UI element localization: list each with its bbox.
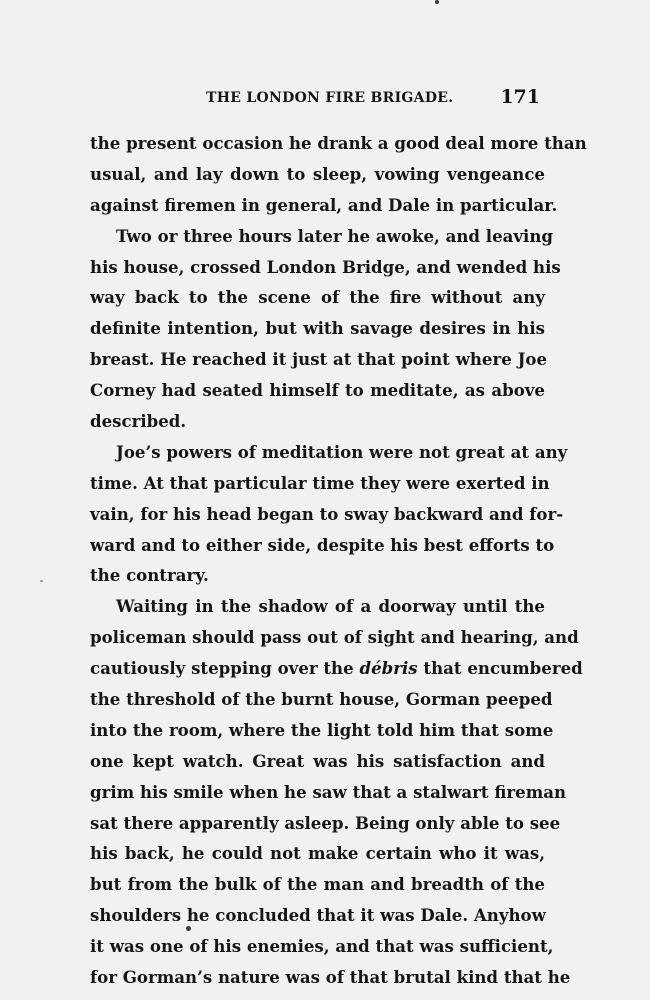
running-title: THE LONDON FIRE BRIGADE. [206, 90, 454, 106]
text-line: into the room, where the light told him that some [90, 719, 554, 740]
text-line: usual, and lay down to sleep, vowing vengeance [90, 163, 545, 184]
text-line: Corney had seated himself to meditate, as above [90, 380, 545, 401]
text-line: Joe’s powers of meditation were not great at any [116, 441, 568, 462]
text-fragment: that encumbered [423, 658, 583, 679]
text-line [90, 653, 583, 684]
text-line: time. At that particular time they were exerted in [90, 472, 550, 493]
text-line: vain, for his head began to sway backward and for- [90, 503, 564, 524]
text-line: the contrary. [90, 565, 209, 586]
ink-speck [435, 0, 439, 4]
text-line: but from the bulk of the man and breadth of the [90, 874, 545, 895]
text-line: shoulders he concluded that it was Dale. Anyhow [90, 905, 546, 926]
text-line: his house, crossed London Bridge, and wended his [90, 256, 561, 277]
page-number: 171 [500, 86, 540, 108]
text-line: definite intention, but with savage desires in his [90, 318, 545, 339]
text-fragment: cautiously stepping over the [90, 658, 360, 679]
text-line: Two or three hours later he awoke, and leaving [116, 225, 553, 246]
text-line: the threshold of the burnt house, Gorman peeped [90, 689, 553, 710]
text-line: ward and to either side, despite his best efforts to [90, 534, 555, 555]
running-head [90, 86, 545, 114]
text-line: sat there apparently asleep. Being only able to see [90, 812, 561, 833]
italic-word: débris [359, 658, 418, 679]
body-text [90, 128, 587, 993]
text-line: way back to the scene of the fire without any [90, 287, 545, 308]
text-line: the present occasion he drank a good deal more than [90, 133, 587, 153]
text-line: policeman should pass out of sight and hearing, and [90, 627, 579, 648]
text-line: it was one of his enemies, and that was sufficient, [90, 936, 554, 957]
text-line: against firemen in general, and Dale in particular. [90, 194, 558, 215]
text-line: grim his smile when he saw that a stalwart fireman [90, 781, 567, 802]
text-line: Waiting in the shadow of a doorway until the [116, 596, 545, 617]
text-line: his back, he could not make certain who it was, [90, 843, 545, 864]
text-line: described. [90, 411, 187, 432]
ink-speck [40, 580, 43, 582]
text-line: for Gorman’s nature was of that brutal kind that he [90, 967, 571, 988]
ink-speck [186, 926, 191, 931]
text-line: one kept watch. Great was his satisfaction and [90, 750, 545, 771]
text-line: breast. He reached it just at that point where Joe [90, 349, 548, 370]
